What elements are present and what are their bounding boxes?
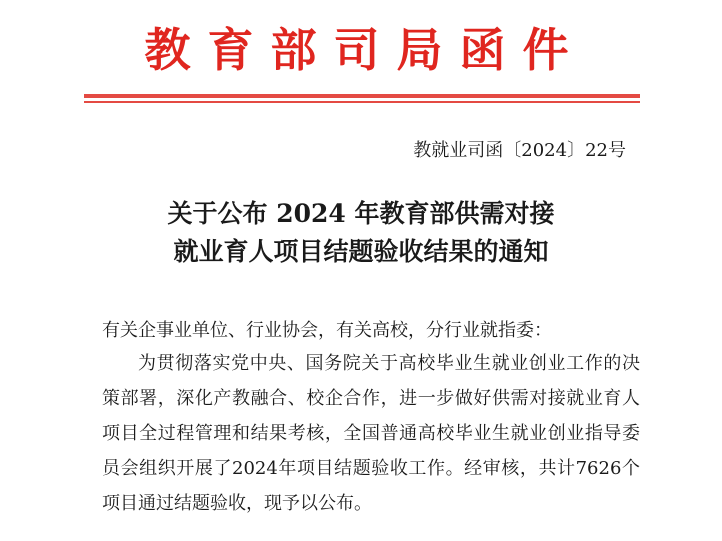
document-title-line-2: 就业育人项目结题验收结果的通知 — [173, 237, 549, 266]
document-title-line-1: 关于公布 2024 年教育部供需对接 — [167, 199, 555, 228]
document-number: 教就业司函〔2024〕22号 — [413, 140, 626, 161]
body-paragraph: 为贯彻落实党中央、国务院关于高校毕业生就业创业工作的决策部署，深化产教融合、校企合作，进一步做好供需对接就业育人项目全过程管理和结果考核，全国普通高校毕业生就业创业指导委员会组织开展了2024年项目结题验收工作。经审核，共计7626个项目通过结题验收，现予以公布。 — [102, 353, 640, 514]
letterhead-title: 教育部司局函件 — [144, 23, 586, 77]
letterhead-rule-thick — [84, 94, 640, 98]
salutation: 有关企事业单位、行业协会，有关高校，分行业就指委： — [102, 320, 552, 341]
letterhead-rule-thin — [84, 101, 640, 103]
